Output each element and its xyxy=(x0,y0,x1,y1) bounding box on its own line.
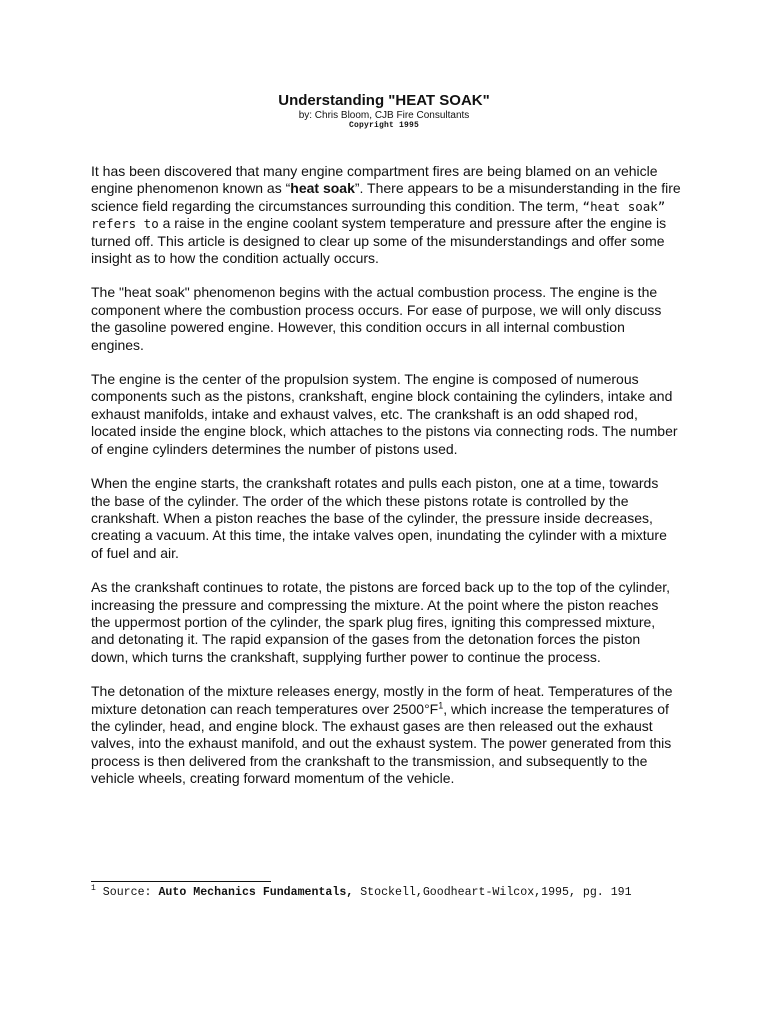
paragraph-1-text-a: It has been discovered that many engine compartment fires are being blamed on an vehicle engine phenomenon known as “ xyxy=(91,163,658,197)
footnote-citation: Stockell,Goodheart-Wilcox,1995, pg. 191 xyxy=(353,886,632,899)
paragraph-6-text-b: , which increase the temperatures of the cylinder, head, and engine block. The exhaust gases are then released out the exhaust valves, into the exhaust manifold, and out the exhaust system. The power generated from this process is then delivered from the crankshaft to the transmission, and subsequently to the vehicle wheels, creating forward momentum of the vehicle. xyxy=(91,700,672,787)
footnote-label: Source: xyxy=(102,886,159,899)
footnote-divider xyxy=(91,881,271,882)
heat-soak-term: heat soak xyxy=(290,180,355,197)
paragraph-6 xyxy=(91,683,681,787)
paragraph-1-text-c: a raise in the engine coolant system temperature and pressure after the engine is turned off. This article is designed to clear up some of the misunderstandings and offer some insight as to how the condition actually occurs. xyxy=(91,215,667,267)
author-byline: by: Chris Bloom, CJB Fire Consultants xyxy=(298,110,470,121)
copyright-notice: Copyright 1995 xyxy=(348,121,419,130)
paragraph-4: When the engine starts, the crankshaft rotates and pulls each piston, one at a time, towards the base of the cylinder. The order of the which these pistons rotate is controlled by the crankshaft. When a piston reaches the base of the cylinder, the pressure inside decreases, creating a vacuum. At this time, the intake valves open, inundating the cylinder with a mixture of fuel and air. xyxy=(91,475,667,561)
paragraph-1-mono-text: “heat soak” refers to xyxy=(91,198,666,232)
paragraph-1 xyxy=(91,163,681,267)
footnote-number: 1 xyxy=(91,884,96,894)
paragraph-5: As the crankshaft continues to rotate, the pistons are forced back up to the top of the cylinder, increasing the pressure and compressing the mixture. At the point where the piston reaches the uppermost portion of the cylinder, the spark plug fires, igniting this compressed mixture, and detonating it. The rapid expansion of the gases from the detonation forces the piston down, which turns the crankshaft, supplying further power to continue the process. xyxy=(91,579,671,665)
document-header xyxy=(0,92,768,130)
article-body xyxy=(91,163,681,805)
paragraph-2: The "heat soak" phenomenon begins with the actual combustion process. The engine is the component where the combustion process occurs. For ease of purpose, we will only discuss the gasoline powered engine. However, this condition occurs in all internal combustion engines. xyxy=(91,284,662,353)
paragraph-6-text-a: The detonation of the mixture releases energy, mostly in the form of heat. Temperatures of the mixture detonation can reach temperatures over 2500°F xyxy=(91,683,673,717)
document-title: Understanding "HEAT SOAK" xyxy=(278,92,490,109)
paragraph-3: The engine is the center of the propulsion system. The engine is composed of numerous components such as the pistons, crankshaft, engine block containing the cylinders, intake and exhaust manifolds, intake and exhaust valves, etc. The crankshaft is an odd shaped rod, located inside the engine block, which attaches to the pistons via connecting rods. The number of engine cylinders determines the number of pistons used. xyxy=(91,371,678,457)
footnote-reference: 1 xyxy=(438,699,444,710)
footnote xyxy=(91,886,731,900)
footnote-book-title: Auto Mechanics Fundamentals, xyxy=(158,886,354,899)
paragraph-1-text-b: ”. There appears to be a misunderstanding in the fire science field regarding the circumstances surrounding this condition. The term, xyxy=(91,180,681,214)
